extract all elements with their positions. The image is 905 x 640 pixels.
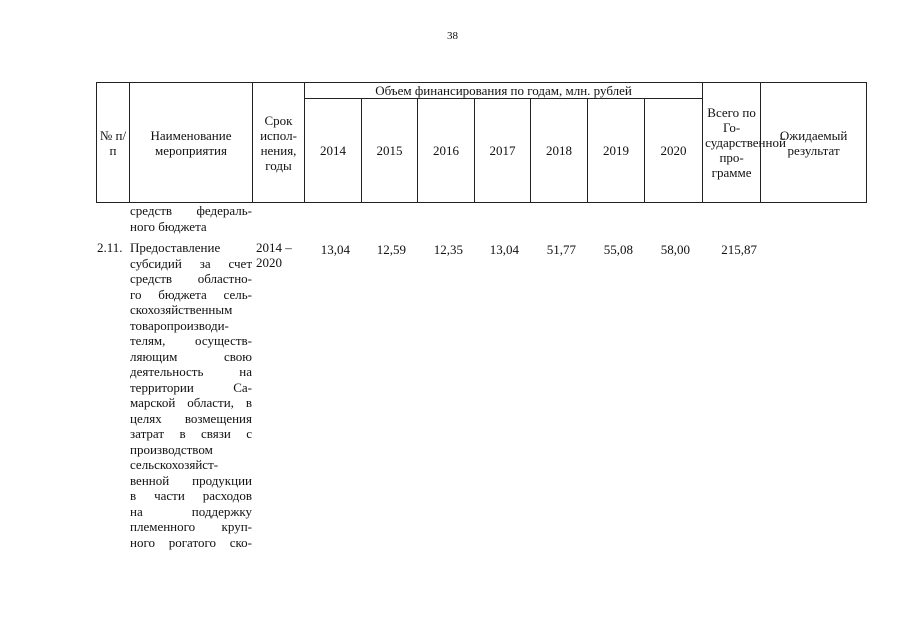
text-line: территории Са- (130, 379, 252, 395)
header-term: Срок испол-нения, годы (253, 83, 305, 203)
header-year: 2015 (362, 99, 418, 203)
text-line: скохозяйственным (130, 302, 233, 317)
value-2019: 55,08 (603, 242, 633, 257)
text-line: ного бюджета (130, 218, 207, 234)
header-year: 2014 (305, 99, 362, 203)
row-term-end: 2020 (256, 255, 282, 270)
header-total: Всего по Го-сударственной про-грамме (703, 83, 761, 203)
text-line: в части расходов (130, 488, 252, 503)
text-line: сельскохозяйст- (130, 457, 219, 472)
value-2014: 13,04 (320, 242, 350, 257)
row-term-start: 2014 – (256, 240, 292, 255)
text-line: ляющим свою (130, 348, 252, 364)
row-name (130, 240, 252, 550)
text-line: на поддержку (130, 503, 252, 519)
header-year: 2018 (531, 99, 588, 203)
text-line: субсидий за счет (130, 255, 252, 271)
value-2020: 58,00 (660, 242, 690, 257)
header-number: № п/п (97, 83, 130, 203)
text-line: деятельность на (130, 364, 252, 379)
prev-row-name-tail (130, 203, 252, 234)
text-line: затрат в связи с (130, 426, 252, 441)
text-line: производством (130, 441, 213, 457)
header-year: 2016 (418, 99, 475, 203)
text-line: средств областно- (130, 271, 252, 286)
value-2017: 13,04 (489, 242, 519, 257)
header-year: 2017 (475, 99, 531, 203)
header-funding: Объем финансирования по годам, млн. рублей (305, 83, 703, 99)
header-name: Наименование мероприятия (130, 83, 253, 203)
header-year: 2019 (588, 99, 645, 203)
text-line: товаропроизводи- (130, 317, 229, 333)
table-header (96, 82, 867, 203)
row-number: 2.11. (97, 240, 123, 255)
text-line: венной продукции (130, 472, 252, 488)
value-total: 215,87 (721, 242, 757, 257)
value-2018: 51,77 (546, 242, 576, 257)
value-2015: 12,59 (376, 242, 406, 257)
header-year: 2020 (645, 99, 703, 203)
text-line: Предоставление (130, 240, 221, 255)
text-line: племенного круп- (130, 519, 252, 534)
page-number: 38 (447, 30, 458, 42)
value-2016: 12,35 (433, 242, 463, 257)
text-line: марской области, в (130, 395, 252, 410)
text-line: средств федераль- (130, 203, 252, 218)
text-line: телям, осуществ- (130, 333, 252, 348)
header-result: Ожидаемый результат (761, 83, 867, 203)
text-line: го бюджета сель- (130, 286, 252, 302)
text-line: целях возмещения (130, 410, 252, 426)
text-line: ного рогатого ско- (130, 534, 252, 550)
